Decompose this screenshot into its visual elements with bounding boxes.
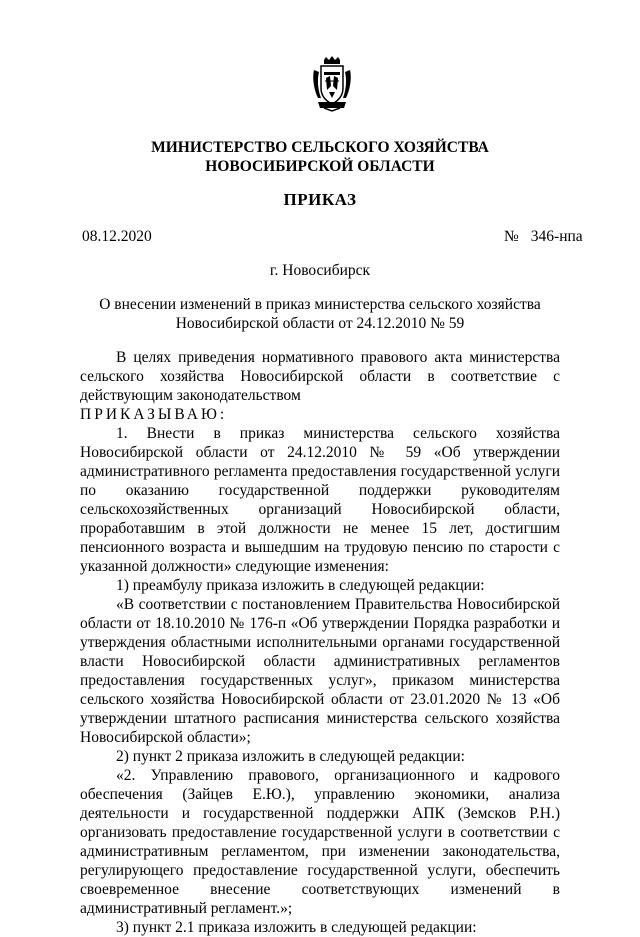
coat-of-arms-icon (312, 56, 352, 112)
quote-1-paragraph: «В соответствии с постановлением Правительства Новосибирской области от 18.10.2010 № 176-п «Об утверждении Порядка разработки и утверждения областными исполнительными органами государственной власти Новосибирской области административных регламентов предоставления государственных услуг», приказом министерства сельского хозяйства Новосибирской области от 23.01.2020 № 13 «Об утверждении штатного расписания министерства сельского хозяйства Новосибирской области»; (80, 596, 560, 746)
subitem-2-paragraph: 2) пункт 2 приказа изложить в следующей редакции: (116, 748, 465, 765)
subject-line-2: Новосибирской области от 24.12.2010 № 59 (175, 315, 465, 332)
ministry-line-1: МИНИСТЕРСТВО СЕЛЬСКОГО ХОЗЯЙСТВА (151, 139, 489, 156)
quote-2-paragraph: «2. Управлению правового, организационного и кадрового обеспечения (Зайцев Е.Ю.), управлению экономики, анализа деятельности и государственной поддержки АПК (Земсков Р.Н.) организовать предоставление государственной услуги в соответствии с административным регламентом, при изменении законодательства, регулирующего предоставление государственной услуги, обеспечить своевременное внесение соответствующих изменений в административный регламент.»; (80, 767, 560, 917)
ministry-name (60, 138, 580, 176)
item-1-paragraph: 1. Внести в приказ министерства сельского хозяйства Новосибирской области от 24.12.2010 № 59 «Об утверждении административного регламента предоставления государственной услуги по оказанию государственной поддержки руководителям сельскохозяйственных организаций Новосибирской области, проработавшим в этой должности не менее 15 лет, достигшим пенсионного возраста и вышедшим на трудовую пенсию по старости с указанной должности» следующие изменения: (80, 425, 560, 575)
ministry-line-2: НОВОСИБИРСКОЙ ОБЛАСТИ (205, 158, 435, 175)
number-value: 346-нпа (530, 228, 583, 245)
preamble-paragraph: В целях приведения нормативного правового акта министерства сельского хозяйства Новосибирской области в соответствие с действующим законодательством (80, 349, 560, 404)
document-number (504, 228, 583, 246)
order-word: ПРИКАЗЫВАЮ: (80, 406, 228, 423)
number-sign: № (504, 228, 519, 245)
document-city: г. Новосибирск (269, 262, 371, 279)
document-body (80, 348, 560, 937)
document-date: 08.12.2020 (82, 228, 152, 245)
subitem-3-paragraph: 3) пункт 2.1 приказа изложить в следующей редакции: (116, 919, 477, 936)
subject-line-1: О внесении изменений в приказ министерства сельского хозяйства (99, 296, 541, 313)
document-type: ПРИКАЗ (283, 190, 357, 209)
subitem-1-paragraph: 1) преамбулу приказа изложить в следующей редакции: (116, 577, 485, 594)
document-subject (60, 295, 580, 333)
